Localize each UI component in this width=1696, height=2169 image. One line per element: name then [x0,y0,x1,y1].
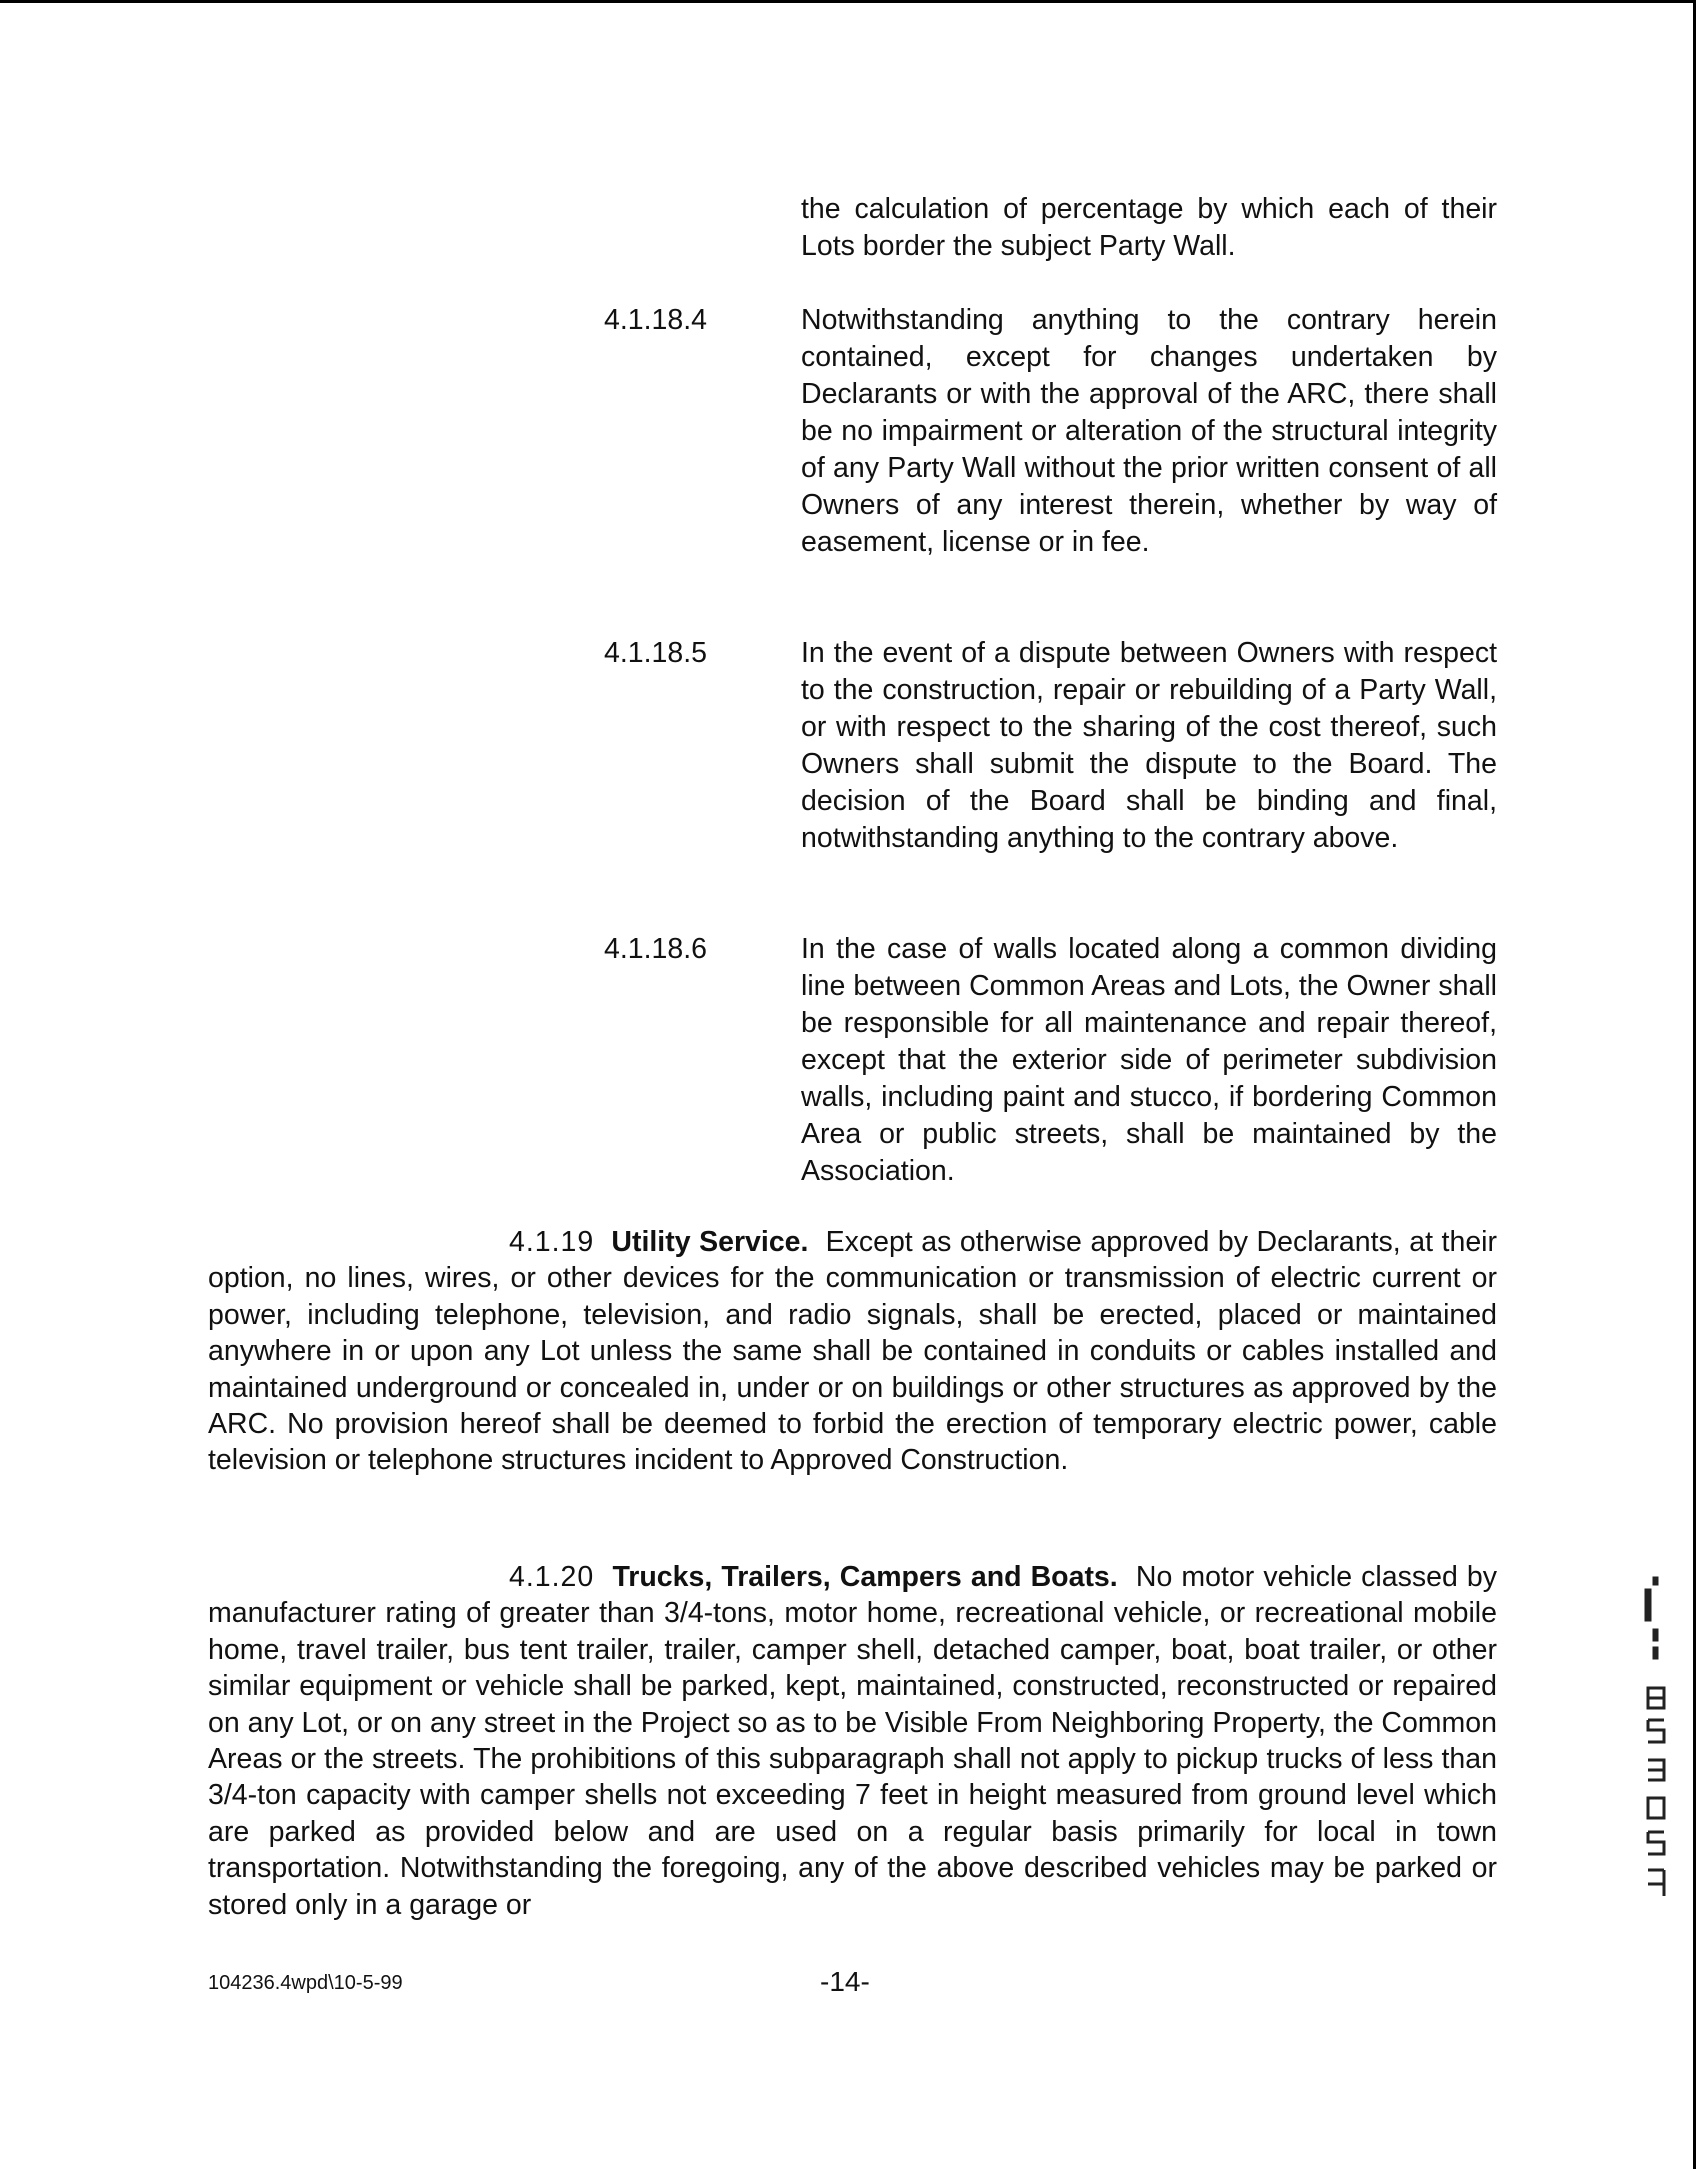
section-body: No motor vehicle classed by manufacturer rating of greater than 3/4-tons, motor home, recreational vehicle, or recreational mobile home, travel trailer, bus tent trailer, trailer, camper shell, detached camper, boat, boat trailer, or other similar equipment or vehicle shall be parked, kept, maintained, constructed, reconstructed or repaired on any Lot, or on any street in the Project so as to be Visible From Neighboring Property, the Common Areas or the streets. The prohibitions of this subparagraph shall not apply to pickup trucks of less than 3/4-ton capacity with camper shells not exceeding 7 feet in height measured from ground level which are parked as provided below and are used on a regular basis primarily for local in town transportation. Notwithstanding the foregoing, any of the above described vehicles may be parked or stored only in a garage or [208,1561,1498,1921]
section-trucks-trailers [208,1559,1497,1923]
footer-doc-id: 104236.4wpd\10-5-99 [208,1972,403,1994]
subsection-text: In the event of a dispute between Owners with respect to the construction, repair or rebuilding of a Party Wall, or with respect to the sharing of the cost thereof, such Owners shall submit the dispute to the Board. The decision of the Board shall be binding and final, notwithstanding anything to the contrary above. [801,637,1497,854]
subsection-text: Notwithstanding anything to the contrary herein contained, except for changes undertaken by Declarants or with the approval of the ARC, there shall be no impairment or alteration of the structural integrity of any Party Wall without the prior written consent of all Owners of any interest therein, whether by way of easement, license or in fee. [801,304,1497,558]
subsection-number: 4.1.18.4 [604,304,708,336]
continuation-text: the calculation of percentage by which each of their Lots border the subject Party Wall. [801,193,1497,262]
recording-stamp [1640,1570,1674,1910]
subsection-number: 4.1.18.5 [604,637,708,669]
section-utility-service [208,1224,1497,1479]
subsection-text: In the case of walls located along a common dividing line between Common Areas and Lots, the Owner shall be responsible for all maintenance and repair thereof, except that the exterior side of perimeter subdivision walls, including paint and stucco, if bordering Common Area or public streets, shall be maintained by the Association. [801,933,1497,1187]
section-body: Except as otherwise approved by Declarants, at their option, no lines, wires, or other devices for the communication or transmission of electric current or power, including telephone, television, and radio signals, shall be erected, placed or maintained anywhere in or upon any Lot unless the same shall be contained in conduits or cables installed and maintained underground or concealed in, under or on buildings or other structures as approved by the ARC. No provision hereof shall be deemed to forbid the erection of temporary electric power, cable television or telephone structures incident to Approved Construction. [208,1226,1497,1477]
section-heading: Trucks, Trailers, Campers and Boats. [612,1561,1118,1593]
subsection-number: 4.1.18.6 [604,933,708,965]
section-number: 4.1.20 [509,1561,595,1593]
section-heading: Utility Service. [611,1226,809,1258]
footer-page-number: -14- [820,1966,870,1997]
section-number: 4.1.19 [509,1226,595,1258]
